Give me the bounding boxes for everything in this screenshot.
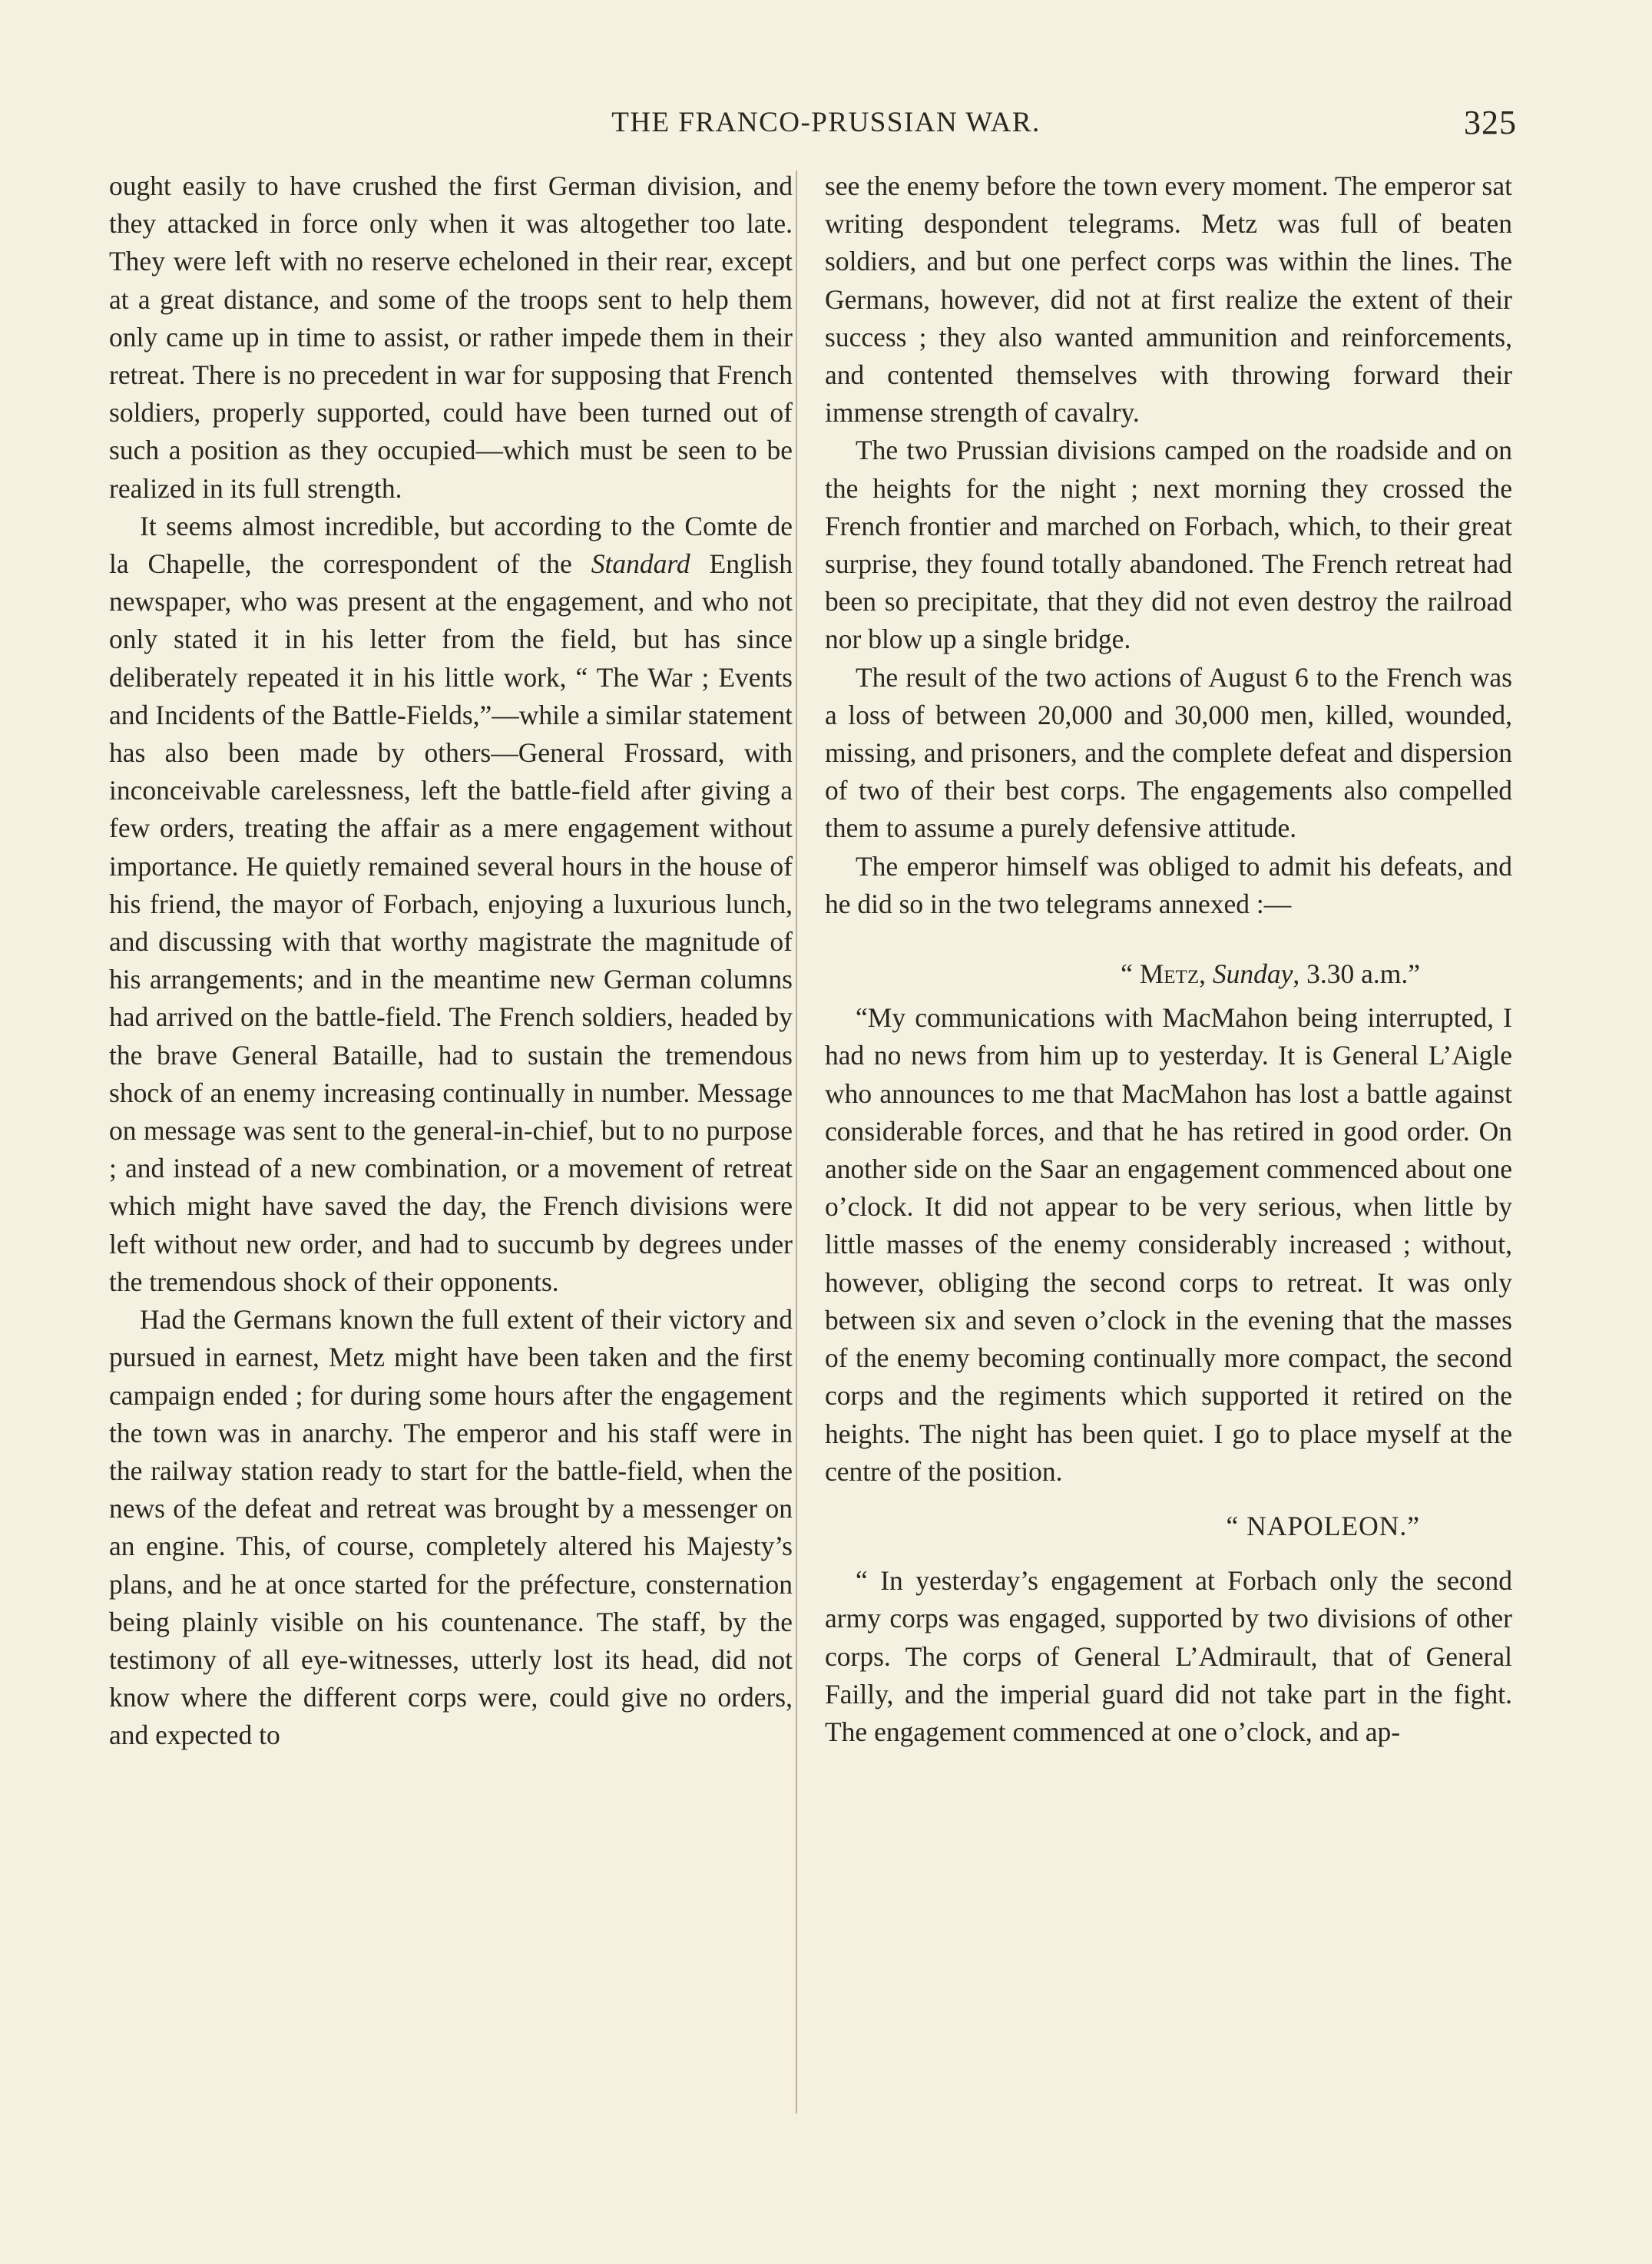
telegram-text: “My communications with MacMahon being interrupted, I had no news from him up to yesterday. It is General L’Aigle who announces to me that MacMahon has lost a battle against considerable forces, and that he has retired in good order. On another side on the Saar an engagement commenced about one o’clock. It did not appear to be very serious, when little by little masses of the enemy considerably increased ; without, however, obliging the second corps to retreat. It was only between six and seven o’clock in the evening that the masses of the enemy becoming continually more compact, the second corps and the regiments which supported it retired on the heights. The night has been quiet. I go to place myself at the centre of the position. (825, 1002, 1512, 1487)
paragraph-text: It seems almost incredible, but according to the Comte de la Chapelle, the correspondent of the (109, 510, 793, 580)
paragraph: The two Prussian divisions camped on the roadside and on the heights for the night ; next morning they crossed the French frontier and marched on Forbach, which, to their great surprise, they found totally abandoned. The French retreat had been so precipitate, that they did not even destroy the railroad nor blow up a single bridge. (825, 435, 1512, 655)
paragraph: see the enemy before the town every moment. The emperor sat writing despondent telegrams. Metz was full of beaten soldiers, and but one perfect corps was within the lines. The Germans, however, did not at first realize the extent of their success ; they also wanted ammunition and reinforcements, and contented themselves with throwing forward their immense strength of cavalry. (825, 170, 1512, 429)
running-title: THE FRANCO-PRUSSIAN WAR. (611, 107, 1041, 138)
dateline-day: Sunday (1212, 958, 1293, 990)
column-divider (796, 170, 797, 2113)
page-number: 325 (1464, 104, 1517, 141)
paragraph: The emperor himself was obliged to admit his defeats, and he did so in the two telegrams annexed :— (825, 850, 1512, 919)
dateline-place: “ Metz, (1121, 958, 1213, 990)
left-column (109, 167, 793, 1755)
right-column (825, 167, 1512, 1751)
dateline-time: , 3.30 a.m.” (1293, 958, 1420, 990)
telegram-dateline (825, 955, 1512, 993)
paragraph: ought easily to have crushed the first German division, and they attacked in force only when it was altogether too late. They were left with no reserve echeloned in their rear, except at a great distance, and some of the troops sent to help them only came up in time to assist, or rather impede them in their retreat. There is no precedent in war for supposing that French soldiers, properly supported, could have been turned out of such a position as they occupied—which must be seen to be realized in its full strength. (109, 170, 793, 504)
paragraph-text: English newspaper, who was present at the engagement, and who not only stated it in his letter from the field, but has since deliberately repeated it in his little work, “ The War ; Events and Incidents of the Battle-Fields,”—while a similar statement has also been made by others—General Frossard, with inconceivable carelessness, left the battle-field after giving a few orders, treating the affair as a mere engagement without importance. He quietly remained several hours in the house of his friend, the mayor of Forbach, enjoying a luxurious lunch, and discussing with that worthy magistrate the magnitude of his arrangements; and in the meantime new German columns had arrived on the battle-field. The French soldiers, headed by the brave General Bataille, had to sustain the tremendous shock of an enemy increasing continually in number. Message on message was sent to the general-in-chief, but to no purpose ; and instead of a new combination, or a movement of retreat which might have saved the day, the French divisions were left without new order, and had to succumb by degrees under the tremendous shock of their opponents. (109, 548, 793, 1297)
newspaper-title: Standard (591, 548, 690, 580)
paragraph: The result of the two actions of August 6 to the French was a loss of between 20,000 and 30,000 men, killed, wounded, missing, and prisoners, and the complete defeat and dispersion of two of their best corps. The engagements also compelled them to assume a purely defensive attitude. (825, 661, 1512, 844)
paragraph: Had the Germans known the full extent of their victory and pursued in earnest, Metz might have been taken and the first campaign ended ; for during some hours after the engagement the town was in anarchy. The emperor and his staff were in the railway station ready to start for the battle-field, when the news of the defeat and retreat was brought by a messenger on an engine. This, of course, completely altered his Majesty’s plans, and he at once started for the préfecture, consternation being plainly visible on his countenance. The staff, by the testimony of all eye-witnesses, utterly lost its head, did not know where the different corps were, could give no orders, and expected to (109, 1304, 793, 1751)
telegram-signature: “ NAPOLEON.” (1226, 1510, 1420, 1541)
paragraph (109, 508, 793, 1301)
telegram-text: “ In yesterday’s engagement at Forbach only the second army corps was engaged, supported by two divisions of other corps. The corps of General L’Admirault, that of General Failly, and the imperial guard did not take part in the fight. The engagement commenced at one o’clock, and ap- (825, 1565, 1512, 1747)
